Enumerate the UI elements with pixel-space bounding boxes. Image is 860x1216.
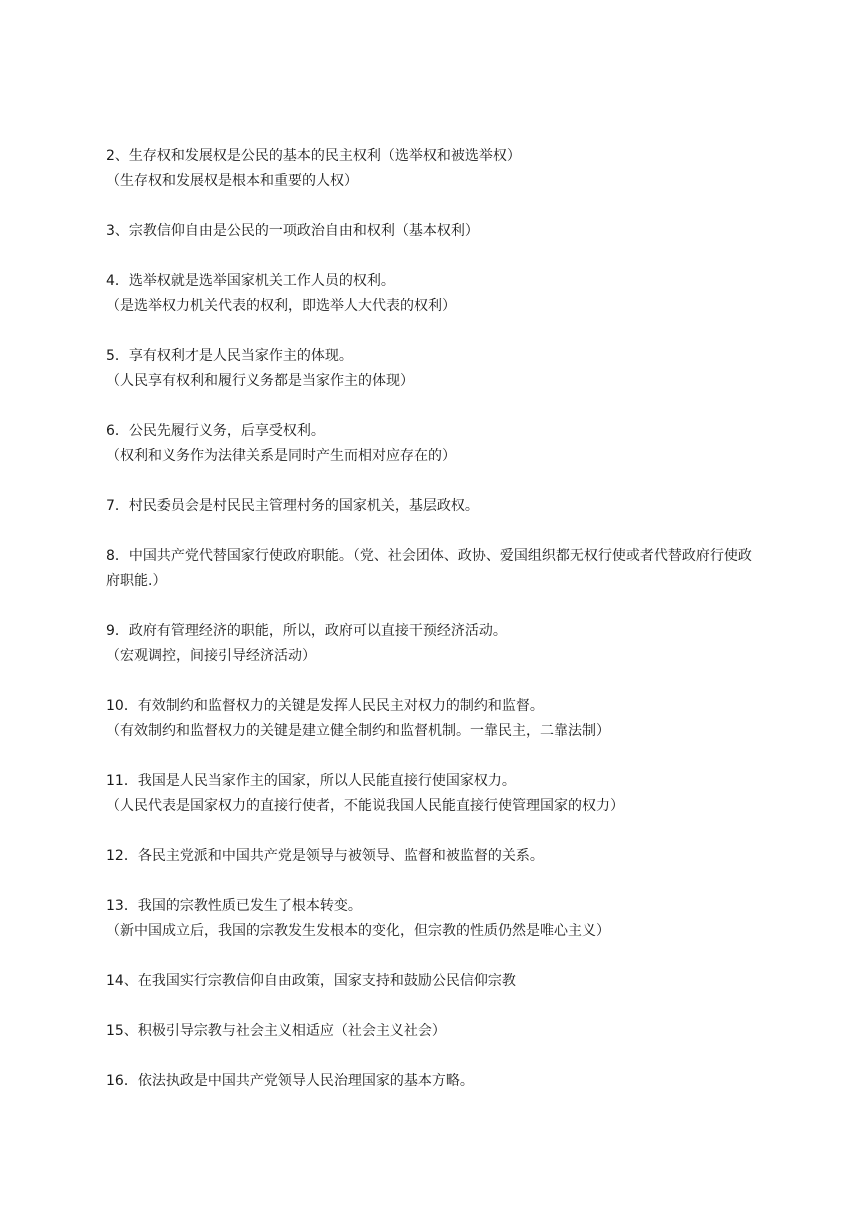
list-item xyxy=(106,694,762,744)
item-statement: 9．政府有管理经济的职能，所以，政府可以直接干预经济活动。 xyxy=(106,623,507,639)
item-correction: （人民享有权利和履行义务都是当家作主的体现） xyxy=(106,373,414,389)
list-item xyxy=(106,269,762,319)
item-statement: 7．村民委员会是村民民主管理村务的国家机关，基层政权。 xyxy=(106,498,479,514)
item-statement: 14、在我国实行宗教信仰自由政策，国家支持和鼓励公民信仰宗教 xyxy=(106,973,516,989)
list-item xyxy=(106,494,762,519)
item-statement: 3、宗教信仰自由是公民的一项政治自由和权利（基本权利） xyxy=(106,223,479,239)
list-item xyxy=(106,619,762,669)
item-correction: （是选举权力机关代表的权利，即选举人大代表的权利） xyxy=(106,298,456,314)
document-body xyxy=(106,144,762,1119)
list-item xyxy=(106,544,762,594)
item-statement: 15、积极引导宗教与社会主义相适应（社会主义社会） xyxy=(106,1023,446,1039)
list-item xyxy=(106,219,762,244)
item-statement: 4．选举权就是选举国家机关工作人员的权利。 xyxy=(106,273,395,289)
item-statement: 13．我国的宗教性质已发生了根本转变。 xyxy=(106,898,362,914)
item-correction: （宏观调控，间接引导经济活动） xyxy=(106,648,316,664)
item-statement: 2、生存权和发展权是公民的基本的民主权利（选举权和被选举权） xyxy=(106,148,521,164)
item-statement: 11．我国是人民当家作主的国家，所以人民能直接行使国家权力。 xyxy=(106,773,516,789)
list-item xyxy=(106,844,762,869)
list-item xyxy=(106,894,762,944)
item-statement: 16．依法执政是中国共产党领导人民治理国家的基本方略。 xyxy=(106,1073,474,1089)
list-item xyxy=(106,1019,762,1044)
item-statement: 6．公民先履行义务，后享受权利。 xyxy=(106,423,325,439)
list-item xyxy=(106,769,762,819)
item-correction: （新中国成立后，我国的宗教发生发根本的变化，但宗教的性质仍然是唯心主义） xyxy=(106,923,610,939)
item-statement: 8．中国共产党代替国家行使政府职能。（党、社会团体、政协、爱国组织都无权行使或者代替政府行使政府职能.） xyxy=(106,548,752,589)
item-statement: 5．享有权利才是人民当家作主的体现。 xyxy=(106,348,353,364)
item-correction: （生存权和发展权是根本和重要的人权） xyxy=(106,173,358,189)
list-item xyxy=(106,344,762,394)
list-item xyxy=(106,144,762,194)
item-statement: 10．有效制约和监督权力的关键是发挥人民民主对权力的制约和监督。 xyxy=(106,698,544,714)
list-item xyxy=(106,1069,762,1094)
item-correction: （有效制约和监督权力的关键是建立健全制约和监督机制。一靠民主，二靠法制） xyxy=(106,723,610,739)
item-statement: 12．各民主党派和中国共产党是领导与被领导、监督和被监督的关系。 xyxy=(106,848,544,864)
list-item xyxy=(106,969,762,994)
list-item xyxy=(106,419,762,469)
item-correction: （人民代表是国家权力的直接行使者，不能说我国人民能直接行使管理国家的权力） xyxy=(106,798,624,814)
item-correction: （权利和义务作为法律关系是同时产生而相对应存在的） xyxy=(106,448,456,464)
